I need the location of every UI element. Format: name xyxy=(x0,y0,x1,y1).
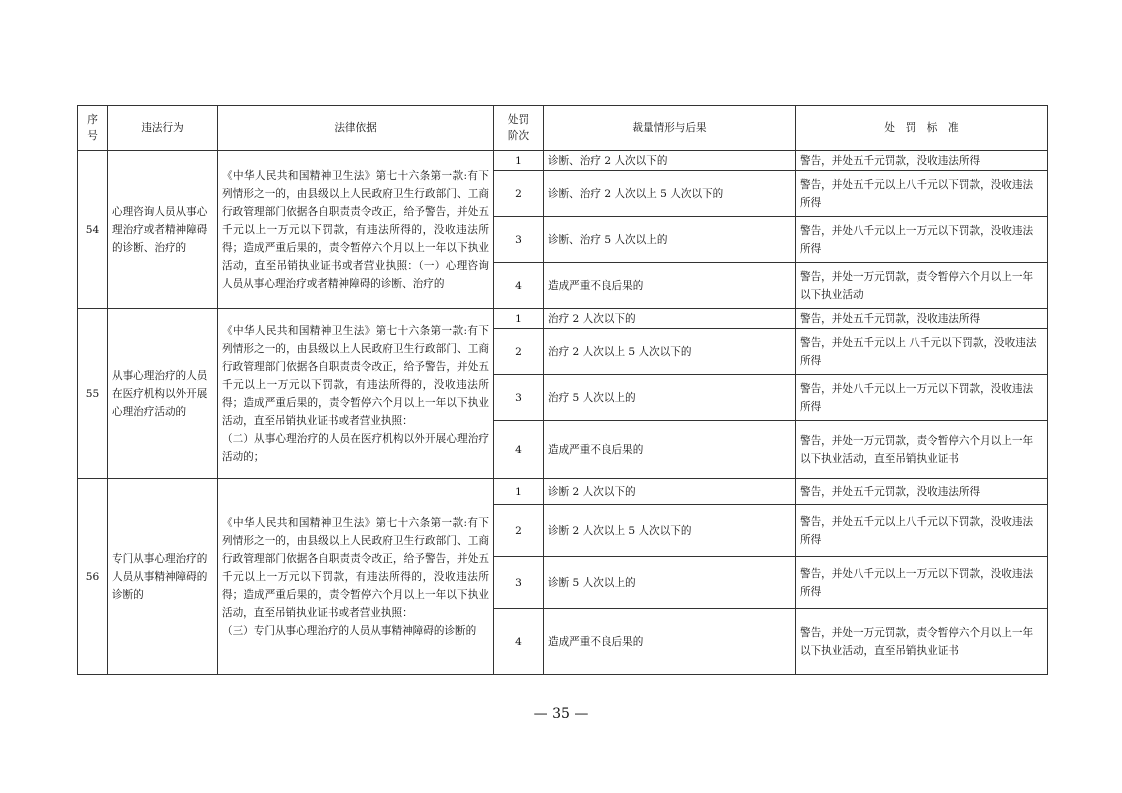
row-standard: 警告，并处五千元罚款，没收违法所得 xyxy=(796,309,1048,329)
row-level: 1 xyxy=(494,479,544,505)
row-level: 3 xyxy=(494,217,544,263)
row-circumstance: 诊断、治疗 5 人次以上的 xyxy=(544,217,796,263)
header-row xyxy=(78,106,1048,151)
row-circumstance: 诊断、治疗 2 人次以下的 xyxy=(544,151,796,171)
row-behavior: 心理咨询人员从事心理治疗或者精神障碍的诊断、治疗的 xyxy=(108,151,218,309)
row-seq: 56 xyxy=(78,479,108,675)
row-standard: 警告，并处一万元罚款，责令暂停六个月以上一年以下执业活动，直至吊销执业证书 xyxy=(796,609,1048,675)
table-row xyxy=(78,309,1048,329)
row-circumstance: 造成严重不良后果的 xyxy=(544,263,796,309)
row-circumstance: 治疗 2 人次以下的 xyxy=(544,309,796,329)
row-behavior: 专门从事心理治疗的人员从事精神障碍的诊断的 xyxy=(108,479,218,675)
row-level: 2 xyxy=(494,329,544,375)
row-level: 3 xyxy=(494,557,544,609)
table-row xyxy=(78,479,1048,505)
row-seq: 54 xyxy=(78,151,108,309)
header-circumstance: 裁量情形与后果 xyxy=(544,106,796,151)
row-behavior: 从事心理治疗的人员在医疗机构以外开展心理治疗活动的 xyxy=(108,309,218,479)
table-row xyxy=(78,151,1048,171)
header-seq: 序 号 xyxy=(78,106,108,151)
row-legal-basis: 《中华人民共和国精神卫生法》第七十六条第一款:有下列情形之一的，由县级以上人民政府卫生行政部门、工商行政管理部门依据各自职责责令改正，给予警告，并处五千元以上一万元以下罚款，有违法所得的，没收违法所得；造成严重后果的，责令暂停六个月以上一年以下执业活动，直至吊销执业证书或者营业执照：（一）心理咨询人员从事心理治疗或者精神障碍的诊断、治疗的 xyxy=(218,151,494,309)
row-standard: 警告，并处一万元罚款，责令暂停六个月以上一年以下执业活动 xyxy=(796,263,1048,309)
row-circumstance: 造成严重不良后果的 xyxy=(544,421,796,479)
row-standard: 警告，并处八千元以上一万元以下罚款，没收违法所得 xyxy=(796,557,1048,609)
header-behavior: 违法行为 xyxy=(108,106,218,151)
row-circumstance: 诊断 5 人次以上的 xyxy=(544,557,796,609)
row-level: 2 xyxy=(494,505,544,557)
row-legal-basis: 《中华人民共和国精神卫生法》第七十六条第一款:有下列情形之一的，由县级以上人民政府卫生行政部门、工商行政管理部门依据各自职责责令改正，给予警告，并处五千元以上一万元以下罚款，有违法所得的，没收违法所得；造成严重后果的，责令暂停六个月以上一年以下执业活动，直至吊销执业证书或者营业执照： （三）专门从事心理治疗的人员从事精神障碍的诊断的 xyxy=(218,479,494,675)
row-level: 1 xyxy=(494,309,544,329)
row-standard: 警告，并处一万元罚款，责令暂停六个月以上一年以下执业活动，直至吊销执业证书 xyxy=(796,421,1048,479)
page-number: — 35 — xyxy=(533,706,589,722)
header-basis: 法律依据 xyxy=(218,106,494,151)
row-level: 4 xyxy=(494,609,544,675)
row-circumstance: 治疗 5 人次以上的 xyxy=(544,375,796,421)
row-standard: 警告，并处五千元以上八千元以下罚款，没收违法所得 xyxy=(796,171,1048,217)
row-standard: 警告，并处五千元以上 八千元以下罚款，没收违法所得 xyxy=(796,329,1048,375)
row-standard: 警告，并处五千元罚款，没收违法所得 xyxy=(796,151,1048,171)
row-level: 1 xyxy=(494,151,544,171)
row-level: 2 xyxy=(494,171,544,217)
row-seq: 55 xyxy=(78,309,108,479)
header-level: 处罚 阶次 xyxy=(494,106,544,151)
row-legal-basis: 《中华人民共和国精神卫生法》第七十六条第一款:有下列情形之一的，由县级以上人民政府卫生行政部门、工商行政管理部门依据各自职责责令改正，给予警告，并处五千元以上一万元以下罚款，有违法所得的，没收违法所得；造成严重后果的，责令暂停六个月以上一年以下执业活动，直至吊销执业证书或者营业执照： （二）从事心理治疗的人员在医疗机构以外开展心理治疗活动的； xyxy=(218,309,494,479)
row-standard: 警告，并处五千元罚款，没收违法所得 xyxy=(796,479,1048,505)
row-level: 4 xyxy=(494,421,544,479)
row-level: 3 xyxy=(494,375,544,421)
row-standard: 警告，并处五千元以上八千元以下罚款，没收违法所得 xyxy=(796,505,1048,557)
row-circumstance: 造成严重不良后果的 xyxy=(544,609,796,675)
header-standard: 处 罚 标 准 xyxy=(796,106,1048,151)
row-standard: 警告，并处八千元以上一万元以下罚款，没收违法所得 xyxy=(796,375,1048,421)
row-standard: 警告，并处八千元以上一万元以下罚款，没收违法所得 xyxy=(796,217,1048,263)
row-circumstance: 诊断 2 人次以下的 xyxy=(544,479,796,505)
row-circumstance: 治疗 2 人次以上 5 人次以下的 xyxy=(544,329,796,375)
row-circumstance: 诊断 2 人次以上 5 人次以下的 xyxy=(544,505,796,557)
row-circumstance: 诊断、治疗 2 人次以上 5 人次以下的 xyxy=(544,171,796,217)
row-level: 4 xyxy=(494,263,544,309)
penalty-table xyxy=(77,105,1048,675)
